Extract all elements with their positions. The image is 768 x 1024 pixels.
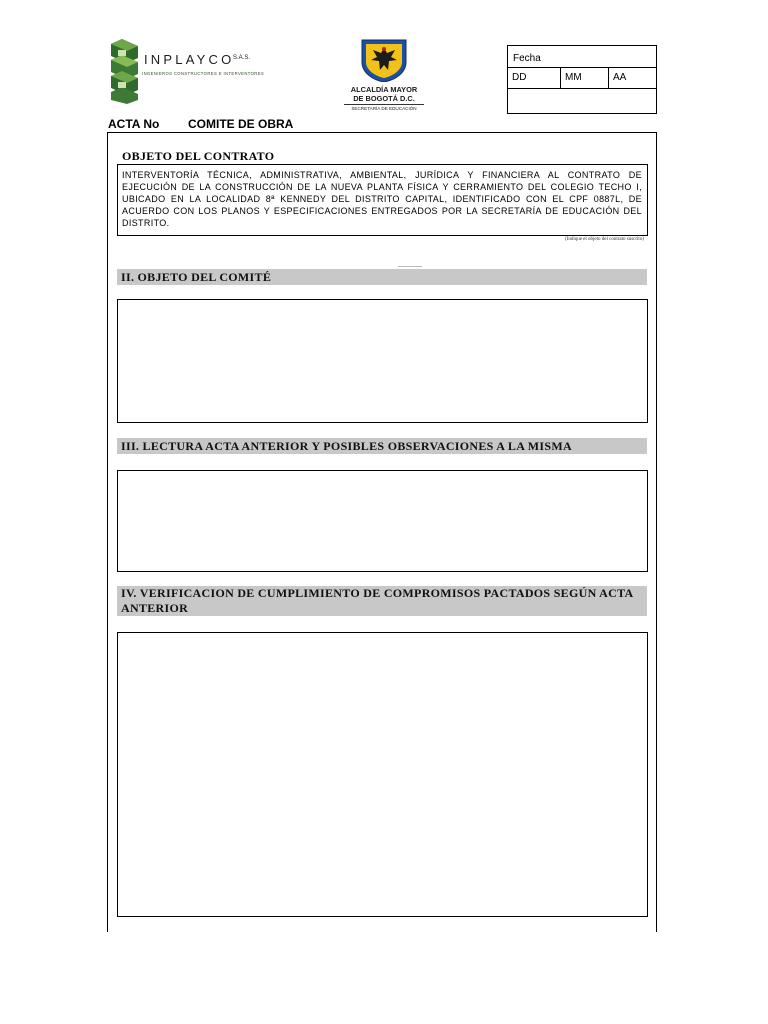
municipality-line2: DE BOGOTÁ D.C. — [353, 94, 415, 103]
company-suffix: S.A.S. — [233, 55, 251, 61]
objeto-contrato-note: (Indique el objeto del contrato suscrito) — [564, 237, 644, 242]
objeto-comite-field[interactable] — [117, 299, 648, 423]
bogota-shield-icon — [359, 38, 409, 82]
section-objeto-comite-heading: II. OBJETO DEL COMITÉ — [117, 269, 647, 285]
date-row — [508, 67, 656, 89]
company-tagline: INGENIEROS CONSTRUCTORES E INTERVENTORES — [142, 71, 265, 76]
municipality-line1: ALCALDÍA MAYOR — [350, 85, 418, 94]
section-lectura-acta-heading: III. LECTURA ACTA ANTERIOR Y POSIBLES OBSERVACIONES A LA MISMA — [117, 438, 647, 454]
date-label: Fecha — [513, 53, 541, 64]
date-year-field[interactable]: AA — [613, 72, 627, 83]
inplayco-blocks-icon — [108, 38, 144, 104]
acta-number-label: ACTA No — [108, 117, 160, 131]
objeto-contrato-title: OBJETO DEL CONTRATO — [122, 149, 275, 163]
municipality-divider — [344, 104, 424, 105]
document-title: COMITE DE OBRA — [188, 117, 294, 131]
verificacion-compromisos-field[interactable] — [117, 632, 648, 917]
divider — [398, 266, 422, 267]
municipality-subline: SECRETARÍA DE EDUCACIÓN — [351, 106, 417, 111]
bogota-logo — [338, 38, 430, 114]
date-table — [507, 45, 657, 114]
lectura-acta-field[interactable] — [117, 470, 648, 572]
inplayco-logo — [108, 38, 265, 104]
objeto-contrato-text[interactable]: INTERVENTORÍA TÉCNICA, ADMINISTRATIVA, AMBIENTAL, JURÍDICA Y FINANCIERA AL CONTRATO DE EJECUCIÓN DE LA CONSTRUCCIÓN DE LA NUEVA PLANTA FÍSICA Y CERRAMIENTO DEL COLEGIO TECHO I, UBICADO EN LA LOCALIDAD 8ª KENNEDY DEL DISTRITO CAPITAL, IDENTIFICADO CON EL CPF 0887L, DE ACUERDO CON LOS PLANOS Y ESPECIFICACIONES ENTREGADOS POR LA SECRETARÍA DE EDUCACIÓN DEL DISTRITO. — [117, 164, 648, 236]
section-verificacion-heading: IV. VERIFICACION DE CUMPLIMIENTO DE COMPROMISOS PACTADOS SEGÚN ACTA ANTERIOR — [117, 586, 647, 616]
date-month-field[interactable]: MM — [561, 68, 609, 88]
date-day-field[interactable]: DD — [508, 68, 561, 88]
company-name: INPLAYCO — [144, 52, 235, 67]
